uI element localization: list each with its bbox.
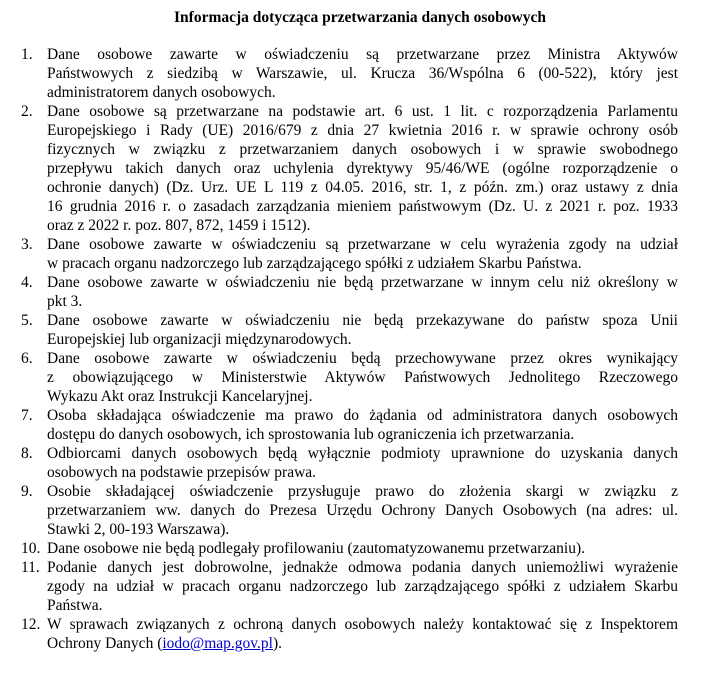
text-line: Dane osobowe zawarte w oświadczeniu nie będą przekazywane do państw spoza Unii (47, 312, 678, 329)
list-item-text (47, 615, 678, 653)
text-line: Dane osobowe są przetwarzane na podstawie art. 6 ust. 1 lit. c rozporządzenia Parlamentu (47, 103, 678, 120)
text-line: Dane osobowe zawarte w oświadczeniu są przetwarzane w celu wyrażenia zgody na udział (47, 236, 678, 253)
list-item-text (47, 482, 678, 539)
list-item (0, 406, 720, 444)
text-line: administratorem danych osobowych. (47, 84, 276, 101)
text-line: Osobie składającej oświadczenie przysługuje prawo do złożenia skargi w związku z (47, 483, 678, 500)
contact-suffix: ). (272, 635, 282, 652)
list-item-text (47, 349, 678, 406)
text-line: z obowiązującego w Ministerstwie Aktywów Państwowych Jednolitego Rzeczowego (47, 369, 678, 386)
list-item-text (47, 235, 678, 273)
list-item-number: 3. (21, 236, 33, 253)
text-line: Dane osobowe zawarte w oświadczeniu nie będą przetwarzane w innym celu niż określony w (47, 274, 678, 291)
list-item-number: 5. (21, 312, 33, 329)
list-item-number: 9. (21, 483, 33, 500)
list-item-text (47, 311, 678, 349)
list-item-number: 7. (21, 407, 33, 424)
list-item (0, 45, 720, 102)
text-line: ochronie danych) (Dz. Urz. UE L 119 z 04.05. 2016, str. 1, z późn. zm.) oraz ustawy z dnia (47, 179, 678, 196)
numbered-list (0, 45, 720, 653)
text-line: W sprawach związanych z ochroną danych osobowych należy kontaktować się z Inspektorem (47, 616, 678, 633)
contact-prefix: Ochrony Danych ( (47, 635, 163, 652)
text-line: Europejskiej lub organizacji międzynarodowych. (47, 331, 352, 348)
text-line: przepływu takich danych oraz uchylenia dyrektywy 95/46/WE (ogólne rozporządzenie o (47, 160, 678, 177)
text-line: przetwarzaniem ww. danych do Prezesa Urzędu Ochrony Danych Osobowych (na adres: ul. (47, 502, 678, 519)
text-line: 16 grudnia 2016 r. o zasadach zarządzania mieniem państwowym (Dz. U. z 2021 r. poz. 1933 (47, 198, 678, 215)
text-line: Dane osobowe zawarte w oświadczeniu są przetwarzane przez Ministra Aktywów (47, 46, 678, 63)
list-item (0, 235, 720, 273)
list-item-number: 11. (21, 559, 40, 576)
text-line: Państwa. (47, 597, 103, 614)
text-line: Europejskiego i Rady (UE) 2016/679 z dnia 27 kwietnia 2016 r. w sprawie ochrony osób (47, 122, 678, 139)
list-item (0, 482, 720, 539)
text-line: Stawki 2, 00-193 Warszawa). (47, 521, 230, 538)
text-line: Dane osobowe nie będą podlegały profilowaniu (zautomatyzowanemu przetwarzaniu). (47, 540, 585, 557)
text-line: Państwowych z siedzibą w Warszawie, ul. Krucza 36/Wspólna 6 (00-522), który jest (47, 65, 678, 82)
text-line: Dane osobowe zawarte w oświadczeniu będą przechowywane przez okres wynikający (47, 350, 678, 367)
text-line: Wykazu Akt oraz Instrukcji Kancelaryjnej. (47, 388, 313, 405)
text-line: zgody na udział w pracach organu nadzorczego lub zarządzającego spółki z udziałem Skarbu (47, 578, 678, 595)
list-item-number: 8. (21, 445, 33, 462)
list-item (0, 349, 720, 406)
list-item-number: 4. (21, 274, 33, 291)
list-item (0, 102, 720, 235)
text-line: Odbiorcami danych osobowych będą wyłącznie podmioty uprawnione do uzyskania danych (47, 445, 678, 462)
list-item-text (47, 539, 678, 558)
list-item-text (47, 102, 678, 235)
text-line: pkt 3. (47, 293, 83, 310)
text-line: Podanie danych jest dobrowolne, jednakże odmowa podania danych uniemożliwi wyrażenie (47, 559, 678, 576)
list-item (0, 558, 720, 615)
list-item (0, 273, 720, 311)
text-line: oraz z 2022 r. poz. 807, 872, 1459 i 1512). (47, 217, 311, 234)
list-item-text (47, 45, 678, 102)
text-line (47, 634, 678, 653)
list-item-number: 1. (21, 46, 33, 63)
list-item-text (47, 406, 678, 444)
list-item-text (47, 558, 678, 615)
text-line: w pracach organu nadzorczego lub zarządzającego spółki z udziałem Skarbu Państwa. (47, 255, 582, 272)
list-item (0, 615, 720, 653)
text-line: dostępu do danych osobowych, ich sprostowania lub ograniczenia ich przetwarzania. (47, 426, 575, 443)
list-item-number: 2. (21, 103, 33, 120)
text-line: Osoba składająca oświadczenie ma prawo do żądania od administratora danych osobowych (47, 407, 678, 424)
list-item (0, 539, 720, 558)
list-item-number: 6. (21, 350, 33, 367)
list-item-text (47, 444, 678, 482)
list-item-number: 10. (21, 540, 41, 557)
document-title: Informacja dotycząca przetwarzania danych osobowych (174, 9, 546, 26)
list-item (0, 311, 720, 349)
list-item (0, 444, 720, 482)
text-line: fizycznych w związku z przetwarzaniem danych osobowych i w sprawie swobodnego (47, 141, 678, 158)
text-line: osobowych na podstawie przepisów prawa. (47, 464, 317, 481)
email-link[interactable]: iodo@map.gov.pl (162, 635, 273, 652)
list-item-text (47, 273, 678, 311)
list-item-number: 12. (21, 616, 41, 633)
